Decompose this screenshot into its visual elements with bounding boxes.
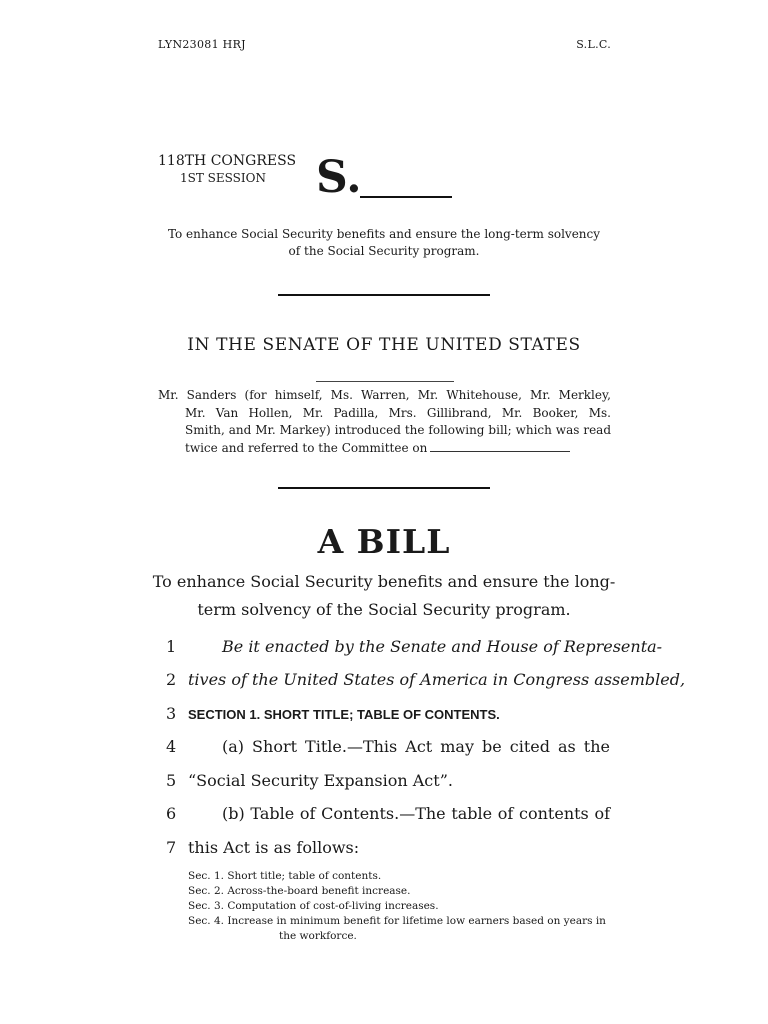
header-slc: S.L.C. [576,38,611,51]
purpose-line-2: term solvency of the Social Security program. [197,600,571,619]
toc-intro-line: (b) Table of Contents.—The table of contents of [222,804,610,823]
bill-letter: S. [316,152,362,203]
sponsors-line-4-text: twice and referred to the Committee on [185,440,428,455]
toc-entry: Sec. 4. Increase in minimum benefit for lifetime low earners based on years in [188,915,606,927]
committee-blank [430,450,570,452]
line-number: 2 [166,670,177,689]
line-number: 4 [166,737,177,756]
enacting-clause-line-2: tives of the United States of America in Congress assembled, [188,670,686,689]
divider-rule [278,487,490,489]
sponsors-line-2: Mr. Van Hollen, Mr. Padilla, Mrs. Gillibrand, Mr. Booker, Ms. [185,405,611,420]
toc-entry-continued: the workforce. [279,930,357,942]
purpose-line-1: To enhance Social Security benefits and ensure the long- [152,572,616,591]
line-number: 3 [166,704,177,723]
toc-entry: Sec. 2. Across-the-board benefit increase. [188,885,411,897]
divider-thin [316,381,454,382]
section-heading: SECTION 1. SHORT TITLE; TABLE OF CONTENTS. [188,707,500,722]
sponsors-line-1: Mr. Sanders (for himself, Ms. Warren, Mr. Whitehouse, Mr. Merkley, [158,388,611,402]
short-title-line: (a) Short Title.—This Act may be cited as the [222,737,610,756]
bill-number-blank [360,196,452,198]
act-name-line: “Social Security Expansion Act”. [188,771,453,790]
sponsors-line-3: Smith, and Mr. Markey) introduced the following bill; which was read [185,423,611,437]
senate-heading: IN THE SENATE OF THE UNITED STATES [187,335,581,355]
toc-entry: Sec. 1. Short title; table of contents. [188,870,382,882]
bill-title: A BILL [317,522,451,561]
sponsors-line-4 [158,440,611,458]
header-document-id: LYN23081 HRJ [158,38,246,51]
purpose [0,568,768,624]
line-number: 6 [166,804,177,823]
line-number: 5 [166,771,177,790]
caption [0,226,768,260]
enacting-clause-line-1: Be it enacted by the Senate and House of Representa- [222,637,663,656]
congress-session: 1ST SESSION [180,171,266,185]
line-number: 1 [166,637,177,656]
toc-intro-line-2: this Act is as follows: [188,838,360,857]
divider-rule [278,294,490,296]
sponsors-block [158,387,611,457]
line-number: 7 [166,838,177,857]
toc-entry: Sec. 3. Computation of cost-of-living increases. [188,900,439,912]
caption-text: To enhance Social Security benefits and ensure the long-term solvency of the Social Security program. [167,227,601,258]
congress-number: 118TH CONGRESS [158,153,297,169]
